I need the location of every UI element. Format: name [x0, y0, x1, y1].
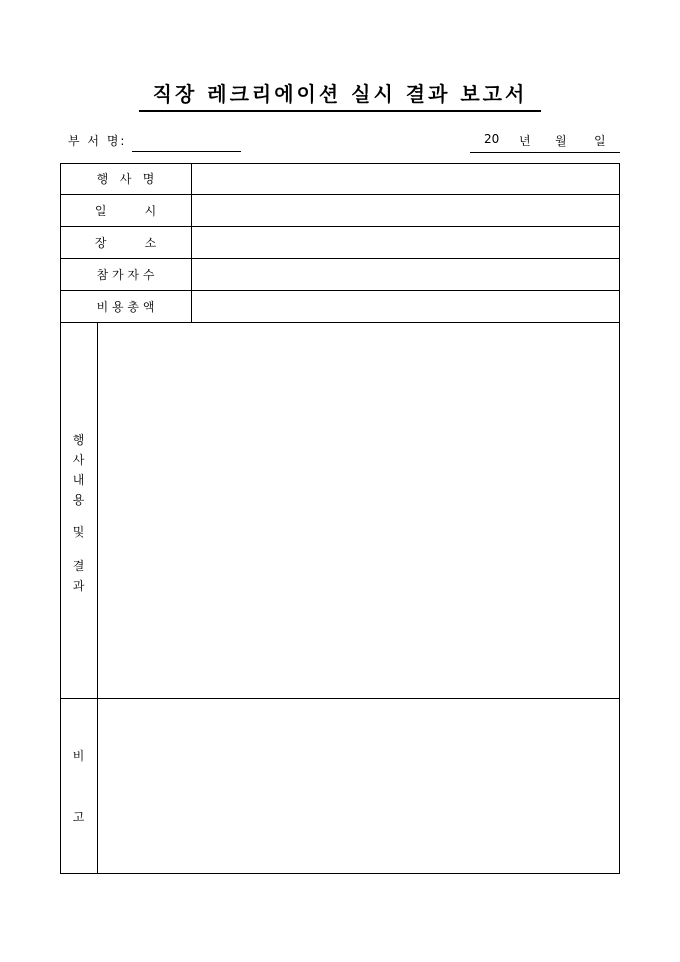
content-results-section: [60, 323, 620, 699]
row-event-name: [60, 163, 620, 195]
label-char: 사: [72, 453, 85, 467]
row-label: 일 시: [60, 195, 192, 226]
row-label: 비 용 총 액: [60, 291, 192, 322]
row-total-cost: [60, 291, 620, 323]
date-field[interactable]: [470, 152, 620, 153]
label-char: 결: [72, 559, 85, 573]
date-day-label: 일: [594, 134, 606, 148]
row-participants: [60, 259, 620, 291]
content-results-field[interactable]: [98, 323, 620, 698]
label-char: 내: [72, 473, 85, 487]
location-field[interactable]: [192, 227, 620, 258]
remarks-section: [60, 699, 620, 874]
label-char: 및: [72, 525, 85, 539]
row-location: [60, 227, 620, 259]
remarks-field[interactable]: [98, 699, 620, 874]
label-char: 비: [72, 749, 85, 763]
date-year-prefix: 20: [484, 132, 500, 146]
row-datetime: [60, 195, 620, 227]
event-name-field[interactable]: [192, 163, 620, 194]
row-label: 행 사 명: [60, 163, 192, 194]
date-year-label: 년: [519, 134, 531, 148]
participants-field[interactable]: [192, 259, 620, 290]
total-cost-field[interactable]: [192, 291, 620, 322]
department-field[interactable]: [132, 151, 241, 152]
row-label: 참 가 자 수: [60, 259, 192, 290]
label-char: 용: [72, 493, 85, 507]
label-char: 행: [72, 433, 85, 447]
datetime-field[interactable]: [192, 195, 620, 226]
document-title: 직장 레크리에이션 실시 결과 보고서: [139, 78, 542, 112]
document-title-wrap: [0, 78, 680, 112]
department-label: 부 서 명:: [68, 134, 127, 148]
label-char: 고: [72, 810, 85, 824]
content-results-label: [60, 323, 98, 698]
row-label: 장 소: [60, 227, 192, 258]
remarks-label: [60, 699, 98, 874]
date-month-label: 월: [555, 134, 567, 148]
label-char: 과: [72, 579, 85, 593]
